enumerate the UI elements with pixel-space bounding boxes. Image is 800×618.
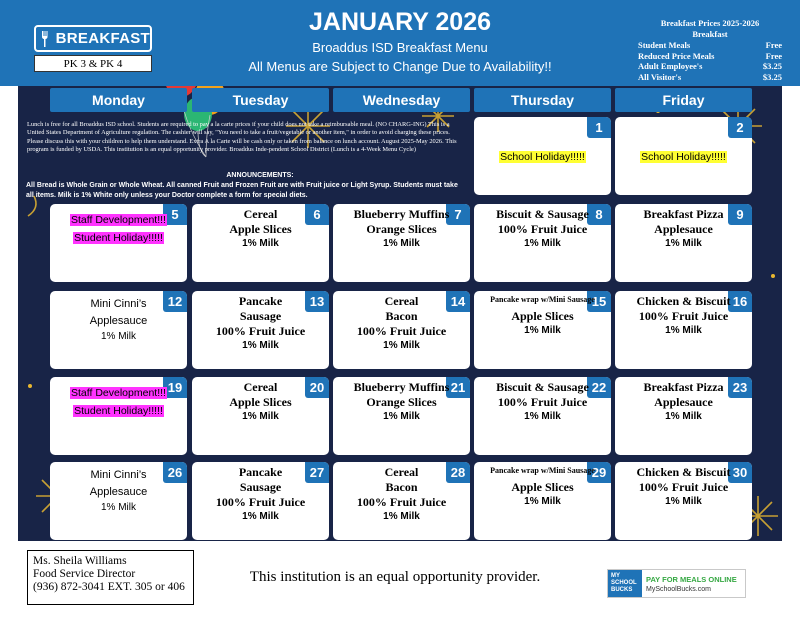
calendar-day: [615, 291, 752, 369]
menu-item: 100% Fruit Juice: [497, 395, 588, 409]
menu-item: [52, 383, 185, 401]
announcements-text: All Bread is Whole Grain or Whole Wheat. All canned Fruit and Frozen Fruit are with Fruit juice or Light Syrup. Students must take all items. Milk is 1% White only unless your Doctor complete a form for special diets.: [26, 182, 458, 199]
menu-item: Apple Slices: [511, 309, 574, 323]
fork-knife-icon: [36, 27, 56, 50]
day-number: 22: [587, 377, 611, 398]
price-subheading: Breakfast: [692, 29, 728, 39]
announcements-title: ANNOUNCEMENTS:: [226, 172, 294, 179]
day-header-thursday: Thursday: [474, 88, 611, 112]
day-number: 13: [305, 291, 329, 312]
calendar-day: [615, 117, 752, 195]
menu-item: Biscuit & Sausage: [496, 207, 589, 221]
menu-item: 100% Fruit Juice: [356, 495, 447, 509]
menu-item: Pancake wrap w/Mini Sausage: [490, 466, 595, 475]
menu-item: 1% Milk: [383, 411, 420, 422]
menu-item: Orange Slices: [366, 395, 437, 409]
day-number: 29: [587, 462, 611, 483]
contact-phone: (936) 872-3041 EXT. 305 or 406: [33, 581, 185, 593]
header-banner: [0, 0, 800, 86]
calendar-day: [474, 291, 611, 369]
contact-name: Ms. Sheila Williams: [33, 555, 127, 567]
menu-item: Chicken & Biscuit: [636, 465, 731, 479]
menu-item: 1% Milk: [242, 511, 279, 522]
menu-item: 1% Milk: [383, 511, 420, 522]
menu-item: Cereal: [384, 294, 419, 308]
day-number: 6: [305, 204, 329, 225]
calendar-day: [474, 117, 611, 195]
day-number: 20: [305, 377, 329, 398]
day-number: 19: [163, 377, 187, 398]
calendar-day: [192, 377, 329, 455]
calendar-day: [474, 204, 611, 282]
day-number: 7: [446, 204, 470, 225]
menu-item: [476, 147, 609, 165]
myschoolbucks-url: MySchoolBucks.com: [646, 585, 711, 593]
menu-item: Breakfast Pizza: [643, 380, 724, 394]
menu-item: Chicken & Biscuit: [636, 294, 731, 308]
price-value: $3.25: [762, 61, 782, 71]
menu-item: Bacon: [385, 309, 418, 323]
menu-item: 1% Milk: [665, 411, 702, 422]
calendar-day: [50, 377, 187, 455]
holiday-text: School Holiday!!!!!: [641, 151, 726, 163]
menu-item: Cereal: [384, 465, 419, 479]
menu-item: Biscuit & Sausage: [496, 380, 589, 394]
day-number: 23: [728, 377, 752, 398]
day-number: 14: [446, 291, 470, 312]
menu-item: Apple Slices: [229, 222, 292, 236]
grade-label: PK 3 & PK 4: [34, 55, 152, 72]
holiday-text: School Holiday!!!!!: [500, 151, 585, 163]
menu-item: Applesauce: [89, 486, 148, 498]
contact-box: [27, 550, 194, 605]
logo-text: BREAKFAST: [55, 30, 150, 47]
menu-item: Pancake: [238, 465, 283, 479]
day-number: 5: [163, 204, 187, 225]
pay-online-text: PAY FOR MEALS ONLINE: [646, 574, 737, 584]
menu-item: Apple Slices: [511, 480, 574, 494]
price-row: [638, 72, 782, 83]
calendar-day: [333, 291, 470, 369]
menu-item: 1% Milk: [665, 325, 702, 336]
breakfast-logo: [34, 25, 152, 52]
calendar-day: [192, 204, 329, 282]
menu-item: 1% Milk: [665, 496, 702, 507]
calendar-day: [192, 462, 329, 540]
calendar-day: [192, 291, 329, 369]
price-heading: Breakfast Prices 2025-2026: [660, 18, 760, 28]
calendar-day: [50, 462, 187, 540]
page-title: JANUARY 2026: [308, 8, 492, 36]
menu-item: Orange Slices: [366, 222, 437, 236]
day-header-tuesday: Tuesday: [192, 88, 329, 112]
page-subtitle: Broaddus ISD Breakfast Menu: [312, 40, 488, 55]
day-number: 26: [163, 462, 187, 483]
calendar-day: [474, 377, 611, 455]
menu-item: 100% Fruit Juice: [215, 324, 306, 338]
staff-day-text: Staff Development!!!: [71, 387, 166, 399]
menu-item: Pancake: [238, 294, 283, 308]
day-number: 8: [587, 204, 611, 225]
price-table: [638, 18, 782, 82]
day-number: 16: [728, 291, 752, 312]
calendar-day: [333, 377, 470, 455]
menu-item: Mini Cinni’s: [90, 298, 147, 310]
calendar-day: [333, 204, 470, 282]
menu-item: Blueberry Muffins: [353, 380, 450, 394]
lunch-notice: Lunch is free for all Broaddus ISD school. Students are required to pay a la carte prices if your child does not take a reimbursable meal. (NO CHARG-ING) This is a United States Department of Agriculture regulation. The cashier will say, "You need to take a fruit/vegetable or another item," in order to avoid charging these prices. Please discuss this with your children to help them understand. Extra A la Carte will be cash only or taken from balance on lunch account. August 2025-May 2026. This program is funded by USDA. This institution is an equal opportunity provider. Broaddus Inde-pendent School District (Lunch is a 4-Week Menu Cycle): [27, 121, 457, 154]
menu-item: Sausage: [239, 309, 282, 323]
menu-item: 1% Milk: [100, 502, 136, 513]
calendar-day: [50, 291, 187, 369]
day-number: 1: [587, 117, 611, 138]
menu-item: Cereal: [243, 207, 278, 221]
menu-item: 1% Milk: [383, 238, 420, 249]
menu-item: 100% Fruit Juice: [638, 309, 729, 323]
calendar-day: [333, 462, 470, 540]
menu-item: 1% Milk: [242, 411, 279, 422]
staff-day-text: Staff Development!!!: [71, 214, 166, 226]
price-row: [638, 61, 782, 72]
equal-opportunity-statement: This institution is an equal opportunity provider.: [249, 569, 541, 585]
menu-item: Applesauce: [654, 222, 713, 236]
price-value: $3.25: [762, 71, 782, 82]
day-header-wednesday: Wednesday: [333, 88, 470, 112]
menu-item: [52, 210, 185, 228]
price-value: Free: [765, 50, 782, 61]
menu-item: 1% Milk: [524, 238, 561, 249]
price-row: [638, 51, 782, 62]
menu-item: Blueberry Muffins: [353, 207, 450, 221]
menu-item: [617, 147, 750, 165]
menu-item: Sausage: [239, 480, 282, 494]
menu-item: 100% Fruit Juice: [215, 495, 306, 509]
menu-item: [52, 228, 185, 246]
menu-item: 1% Milk: [383, 340, 420, 351]
menu-item: Mini Cinni’s: [90, 469, 147, 481]
day-number: 15: [587, 291, 611, 312]
menu-item: 1% Milk: [100, 331, 136, 342]
calendar-day: [474, 462, 611, 540]
menu-item: Apple Slices: [229, 395, 292, 409]
day-number: 28: [446, 462, 470, 483]
menu-item: 100% Fruit Juice: [356, 324, 447, 338]
menu-item: 1% Milk: [524, 411, 561, 422]
day-number: 21: [446, 377, 470, 398]
myschoolbucks-link[interactable]: [607, 569, 746, 598]
day-number: 2: [728, 117, 752, 138]
calendar-day: [615, 462, 752, 540]
calendar-day: [615, 204, 752, 282]
day-number: 27: [305, 462, 329, 483]
menu-item: 1% Milk: [524, 325, 561, 336]
menu-item: Cereal: [243, 380, 278, 394]
price-label: Student Meals: [638, 40, 691, 50]
day-number: 30: [728, 462, 752, 483]
price-label: Reduced Price Meals: [638, 50, 715, 61]
day-header-monday: Monday: [50, 88, 187, 112]
menu-item: 1% Milk: [524, 496, 561, 507]
menu-item: 1% Milk: [242, 238, 279, 249]
menu-item: Bacon: [385, 480, 418, 494]
menu-item: Breakfast Pizza: [643, 207, 724, 221]
menu-item: 100% Fruit Juice: [638, 480, 729, 494]
myschoolbucks-logo: MY SCHOOL BUCKS: [608, 570, 642, 597]
contact-title: Food Service Director: [33, 568, 136, 580]
menu-item: Pancake wrap w/Mini Sausage: [490, 295, 595, 304]
menu-item: 100% Fruit Juice: [497, 222, 588, 236]
price-row: [638, 40, 782, 51]
day-number: 9: [728, 204, 752, 225]
day-number: 12: [163, 291, 187, 312]
day-header-friday: Friday: [615, 88, 752, 112]
menu-item: Applesauce: [654, 395, 713, 409]
price-label: All Visitor's: [638, 71, 682, 82]
menu-item: [52, 401, 185, 419]
menu-item: Applesauce: [89, 315, 148, 327]
price-value: Free: [765, 40, 782, 50]
calendar-day: [615, 377, 752, 455]
price-label: Adult Employee's: [638, 61, 703, 71]
staff-day-text: Student Holiday!!!!!: [74, 232, 163, 244]
calendar-day: [50, 204, 187, 282]
staff-day-text: Student Holiday!!!!!: [74, 405, 163, 417]
menu-item: 1% Milk: [242, 340, 279, 351]
menu-item: 1% Milk: [665, 238, 702, 249]
menu-change-notice: All Menus are Subject to Change Due to Availability!!: [248, 59, 552, 74]
